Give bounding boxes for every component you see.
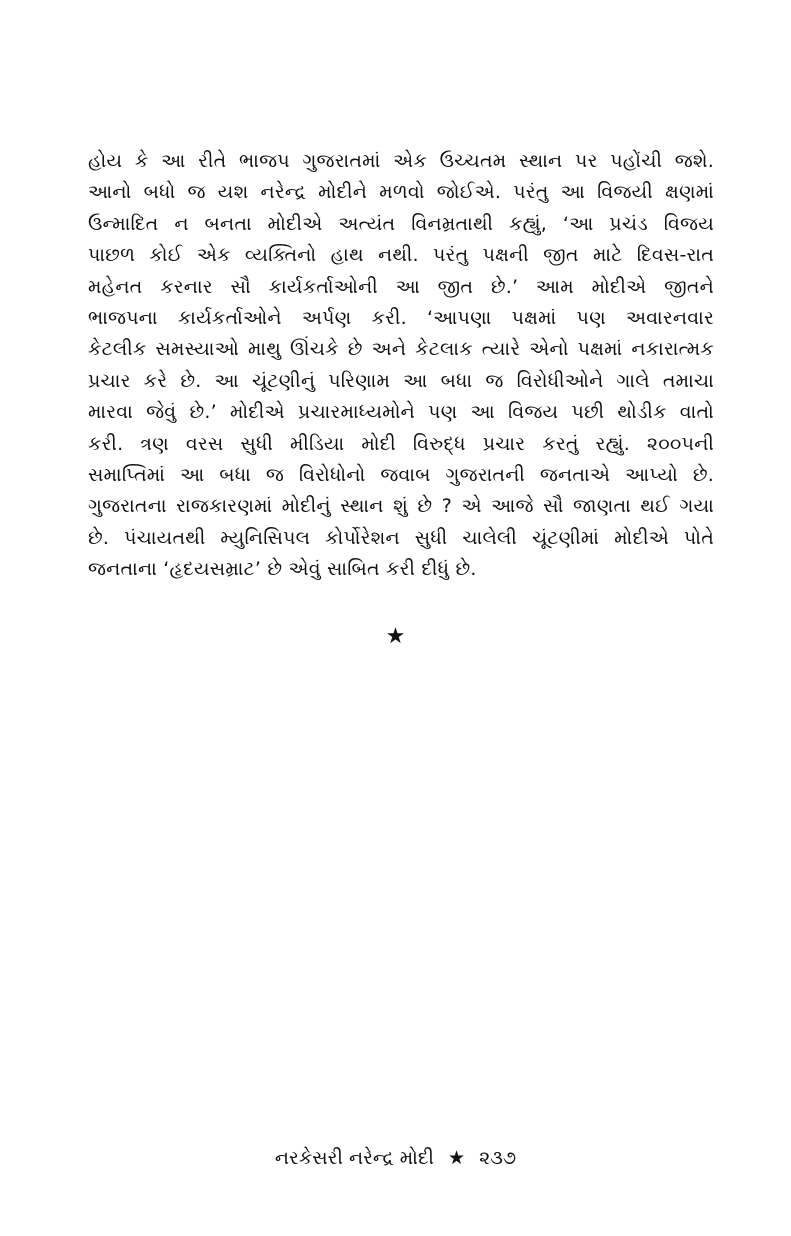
- body-paragraph: [88, 146, 714, 585]
- footer-book-title: નરકેસરી નરેન્દ્ર મોદી: [274, 1147, 434, 1169]
- text-line: કરી. ત્રણ વરસ સુધી મીડિયા મોદી વિરુદ્ધ પ્રચાર કરતું રહ્યું. ૨૦૦૫ની: [88, 432, 714, 455]
- text-line: છે. પંચાયતથી મ્યુનિસિપલ કોર્પોરેશન સુધી ચાલેલી ચૂંટણીમાં મોદીએ પોતે: [88, 526, 714, 549]
- text-line: સમાપ્તિમાં આ બધા જ વિરોધોનો જવાબ ગુજરાતની જનતાએ આપ્યો છે.: [88, 463, 714, 486]
- page-number: ૨૩૭: [479, 1147, 517, 1169]
- section-separator-star-icon: ★: [385, 624, 406, 649]
- text-line: ગુજરાતના રાજકારણમાં મોદીનું સ્થાન શું છે ? એ આજે સૌ જાણતા થઈ ગયા: [88, 495, 714, 518]
- text-line: હોય કે આ રીતે ભાજપ ગુજરાતમાં એક ઉચ્ચતમ સ્થાન પર પહોંચી જશે.: [88, 150, 714, 172]
- text-line: આનો બધો જ યશ નરેન્દ્ર મોદીને મળવો જોઈએ. પરંતુ આ વિજયી ક્ષણમાં: [88, 181, 714, 204]
- text-line: મહેનત કરનાર સૌ કાર્યકર્તાઓની આ જીત છે.’ આમ મોદીએ જીતને: [88, 275, 714, 298]
- text-line: પ્રચાર કરે છે. આ ચૂંટણીનું પરિણામ આ બધા જ વિરોધીઓને ગાલે તમાચા: [88, 369, 714, 392]
- text-line: મારવા જેવું છે.’ મોદીએ પ્રચારમાધ્યમોને પણ આ વિજય પછી થોડીક વાતો: [88, 401, 714, 424]
- text-line: જનતાના ‘હૃદયસમ્રાટ’ છે એવું સાબિત કરી દીધું છે.: [88, 558, 477, 581]
- footer-star-icon: ★: [448, 1147, 466, 1169]
- text-line: ભાજપના કાર્યકર્તાઓને અર્પણ કરી. ‘આપણા પક્ષમાં પણ અવારનવાર: [88, 306, 714, 329]
- text-line: ઉન્માદિત ન બનતા મોદીએ અત્યંત વિનમ્રતાથી કહ્યું, ‘આ પ્રચંડ વિજય: [88, 212, 714, 235]
- text-line: કેટલીક સમસ્યાઓ માથુ ઊંચકે છે અને કેટલાક ત્યારે એનો પક્ષમાં નકારાત્મક: [88, 338, 714, 361]
- text-line: પાછળ કોઈ એક વ્યક્તિનો હાથ નથી. પરંતુ પક્ષની જીત માટે દિવસ-રાત: [88, 244, 714, 267]
- page-footer: [0, 1145, 791, 1171]
